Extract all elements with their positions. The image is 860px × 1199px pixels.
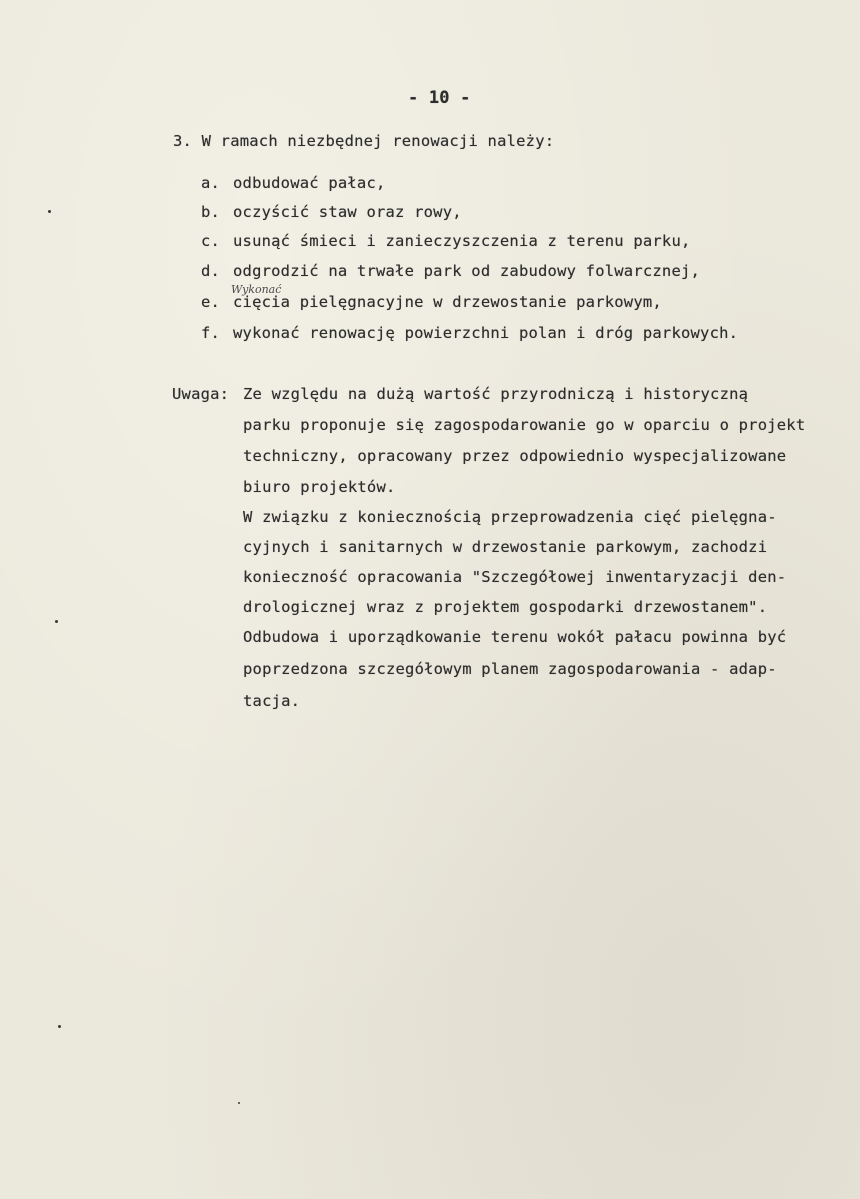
list-item-text: wykonać renowację powierzchni polan i dróg parkowych. xyxy=(233,324,739,342)
note-line: W związku z koniecznością przeprowadzenia cięć pielęgna- xyxy=(243,508,777,526)
list-item xyxy=(201,326,738,342)
section-intro: 3. W ramach niezbędnej renowacji należy: xyxy=(173,132,555,150)
note-line: Ze względu na dużą wartość przyrodniczą i historyczną xyxy=(243,385,749,403)
note-line: techniczny, opracowany przez odpowiednio wyspecjalizowane xyxy=(243,447,787,465)
list-item-text: odgrodzić na trwałe park od zabudowy folwarcznej, xyxy=(233,262,701,280)
paper-speck xyxy=(238,1102,240,1104)
list-marker: d. xyxy=(201,262,221,280)
paper-speck xyxy=(58,1025,61,1028)
list-item xyxy=(201,264,700,280)
page-number: - 10 - xyxy=(408,88,471,108)
note-line: cyjnych i sanitarnych w drzewostanie parkowym, zachodzi xyxy=(243,538,768,556)
list-item xyxy=(201,176,386,192)
note-line: drologicznej wraz z projektem gospodarki drzewostanem". xyxy=(243,598,768,616)
note-line: parku proponuje się zagospodarowanie go w oparciu o projekt xyxy=(243,416,806,434)
note-line: Odbudowa i uporządkowanie terenu wokół pałacu powinna być xyxy=(243,628,787,646)
list-marker: c. xyxy=(201,232,221,250)
note-line: poprzedzona szczegółowym planem zagospodarowania - adap- xyxy=(243,660,777,678)
paper-speck xyxy=(55,620,58,623)
list-item-text: cięcia pielęgnacyjne w drzewostanie parkowym, xyxy=(233,293,662,311)
list-item xyxy=(201,234,691,250)
list-marker: a. xyxy=(201,174,221,192)
list-item-text: oczyścić staw oraz rowy, xyxy=(233,203,462,221)
list-marker: f. xyxy=(201,324,221,342)
note-line: biuro projektów. xyxy=(243,478,396,496)
handwritten-insert: Wykonać xyxy=(231,283,282,296)
note-line: konieczność opracowania "Szczegółowej inwentaryzacji den- xyxy=(243,568,787,586)
paper-speck xyxy=(48,210,51,213)
note-line: tacja. xyxy=(243,692,301,710)
list-item-text: usunąć śmieci i zanieczyszczenia z terenu parku, xyxy=(233,232,691,250)
list-item-text: odbudować pałac, xyxy=(233,174,386,192)
note-label: Uwaga: xyxy=(172,385,230,403)
list-marker: b. xyxy=(201,203,221,221)
list-marker: e. xyxy=(201,293,221,311)
list-item xyxy=(201,295,662,311)
list-item xyxy=(201,205,462,221)
